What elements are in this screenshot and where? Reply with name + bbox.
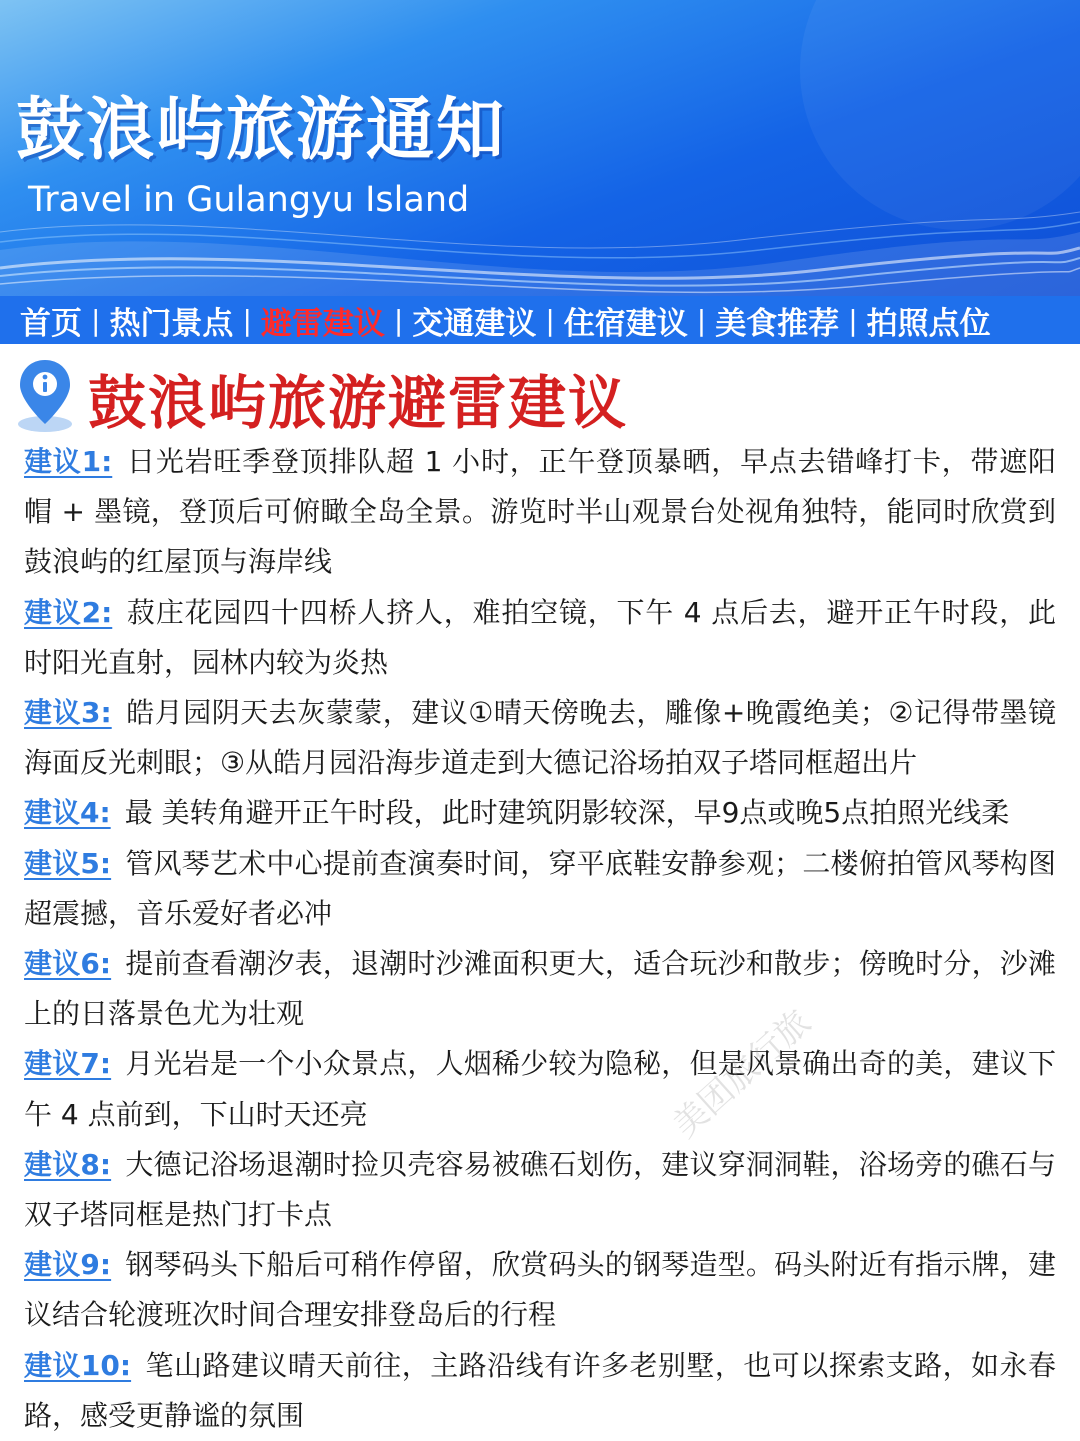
tip-label: 建议4: [24, 796, 111, 830]
tip-label: 建议5: [24, 846, 112, 880]
nav-item-food[interactable]: 美食推荐 [715, 305, 840, 342]
list-item [24, 1341, 1056, 1441]
page-title: 鼓浪屿旅游通知 [16, 91, 507, 170]
nav-item-hot-spots[interactable]: 热门景点 [109, 305, 234, 342]
tip-label: 建议9: [24, 1248, 112, 1282]
nav-separator: | [242, 303, 252, 337]
list-item [24, 437, 1056, 588]
tip-label: 建议7: [24, 1047, 112, 1081]
list-item [24, 839, 1056, 939]
list-item [24, 688, 1056, 788]
section-heading [14, 352, 1064, 437]
nav-item-avoid-tips[interactable]: 避雷建议 [260, 305, 385, 342]
nav-separator: | [696, 303, 707, 337]
section-title: 鼓浪屿旅游避雷建议 [88, 369, 629, 437]
tips-list [24, 437, 1056, 1441]
tip-label: 建议2: [24, 595, 113, 629]
tip-label: 建议10: [24, 1348, 132, 1382]
tip-text: 月光岩是一个小众景点，人烟稀少较为隐秘，但是风景确出奇的美，建议下午 4 点前到，下山时天还亮 [24, 1047, 1056, 1131]
list-item [24, 788, 1056, 838]
nav-bar [0, 296, 1080, 344]
list-item [24, 588, 1056, 688]
tip-text: 大德记浴场退潮时捡贝壳容易被礁石划伤，建议穿洞洞鞋，浴场旁的礁石与双子塔同框是热门打卡点 [24, 1147, 1056, 1232]
tip-text: 钢琴码头下船后可稍作停留，欣赏码头的钢琴造型。码头附近有指示牌，建议结合轮渡班次时间合理安排登岛后的行程 [24, 1248, 1056, 1332]
list-item [24, 1039, 1056, 1139]
list-item [24, 1140, 1056, 1240]
watermark: 美团旅行旅 [665, 1002, 819, 1146]
tip-text: 最 美转角避开正午时段，此时建筑阴影较深，早9点或晚5点拍照光线柔 [124, 796, 1010, 830]
tip-text: 皓月园阴天去灰蒙蒙，建议①晴天傍晚去，雕像+晚霞绝美；②记得带墨镜海面反光刺眼；③从皓月园沿海步道走到大德记浴场拍双子塔同框超出片 [24, 696, 1057, 780]
nav-separator: | [91, 303, 101, 337]
nav-item-lodging[interactable]: 住宿建议 [563, 305, 688, 342]
nav-item-photo-spots[interactable]: 拍照点位 [866, 305, 991, 342]
tip-text: 菽庄花园四十四桥人挤人，难拍空镜，下午 4 点后去，避开正午时段，此时阳光直射，园林内较为炎热 [24, 595, 1056, 679]
nav-separator: | [848, 303, 858, 337]
nav-separator: | [393, 303, 404, 337]
nav-item-home[interactable]: 首页 [20, 305, 82, 342]
page-subtitle: Travel in Gulangyu Island [28, 180, 470, 220]
nav-separator: | [545, 303, 555, 337]
tip-label: 建议6: [24, 947, 112, 981]
list-item [24, 939, 1056, 1039]
tip-label: 建议3: [24, 696, 112, 730]
nav-item-transport[interactable]: 交通建议 [412, 305, 537, 342]
tip-text: 日光岩旺季登顶排队超 1 小时，正午登顶暴晒，早点去错峰打卡，带遮阳帽 + 墨镜，登顶后可俯瞰全岛全景。游览时半山观景台处视角独特，能同时欣赏到鼓浪屿的红屋顶与海岸线 [24, 445, 1056, 579]
tip-label: 建议8: [24, 1147, 112, 1181]
location-pin-icon [16, 358, 74, 434]
list-item [24, 1240, 1056, 1340]
tip-text: 提前查看潮汐表，退潮时沙滩面积更大，适合玩沙和散步；傍晚时分，沙滩上的日落景色尤为壮观 [24, 947, 1056, 1031]
tip-label: 建议1: [24, 445, 113, 478]
tip-text: 笔山路建议晴天前往，主路沿线有许多老别墅，也可以探索支路，如永春路，感受更静谧的氛围 [24, 1348, 1056, 1432]
tip-text: 管风琴艺术中心提前查演奏时间，穿平底鞋安静参观；二楼俯拍管风琴构图超震撼，音乐爱好者必冲 [24, 846, 1056, 930]
header-banner [0, 0, 1080, 296]
